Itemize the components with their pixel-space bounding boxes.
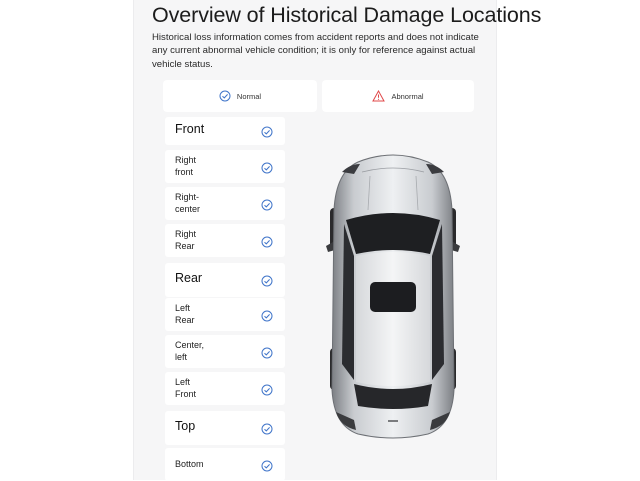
tab-abnormal-label: Abnormal — [391, 91, 424, 101]
location-label: Right front — [175, 155, 197, 177]
location-row[interactable] — [165, 150, 285, 183]
location-row[interactable] — [165, 298, 285, 331]
location-row[interactable] — [165, 411, 285, 445]
check-circle-icon — [219, 90, 231, 102]
check-circle-icon — [261, 309, 273, 327]
check-circle-icon — [261, 125, 273, 143]
panel-border-right — [496, 0, 497, 480]
location-label: Rear — [175, 271, 203, 285]
car-top-view-illustration — [318, 150, 468, 445]
check-circle-icon — [261, 422, 273, 440]
location-label: Bottom — [175, 459, 204, 469]
location-row[interactable] — [165, 372, 285, 405]
location-row[interactable] — [165, 335, 285, 368]
location-row[interactable] — [165, 224, 285, 257]
location-row[interactable] — [165, 117, 285, 145]
page-description: Historical loss information comes from accident reports and does not indicate any current abnormal vehicle condition; it is only for reference against actual vehicle status. — [152, 32, 479, 70]
location-label: Right Rear — [175, 229, 197, 251]
location-label: Left Front — [175, 377, 197, 399]
location-label: Right- center — [175, 192, 201, 214]
location-label: Front — [175, 122, 205, 136]
check-circle-icon — [261, 274, 273, 292]
check-circle-icon — [261, 383, 273, 401]
check-circle-icon — [261, 459, 273, 477]
check-circle-icon — [261, 161, 273, 179]
location-label: Top — [175, 419, 196, 433]
location-row[interactable] — [165, 187, 285, 220]
check-circle-icon — [261, 346, 273, 364]
warning-triangle-icon — [372, 90, 385, 102]
location-label: Center, left — [175, 340, 205, 362]
tab-normal-label: Normal — [236, 91, 262, 101]
check-circle-icon — [261, 198, 273, 216]
tab-abnormal[interactable] — [322, 80, 474, 112]
location-row[interactable] — [165, 263, 285, 297]
location-label: Left Rear — [175, 303, 195, 325]
check-circle-icon — [261, 235, 273, 253]
page-title: Overview of Historical Damage Locations — [152, 3, 542, 27]
tab-normal[interactable] — [163, 80, 317, 112]
location-row[interactable] — [165, 448, 285, 481]
panel-border-left — [133, 0, 134, 480]
